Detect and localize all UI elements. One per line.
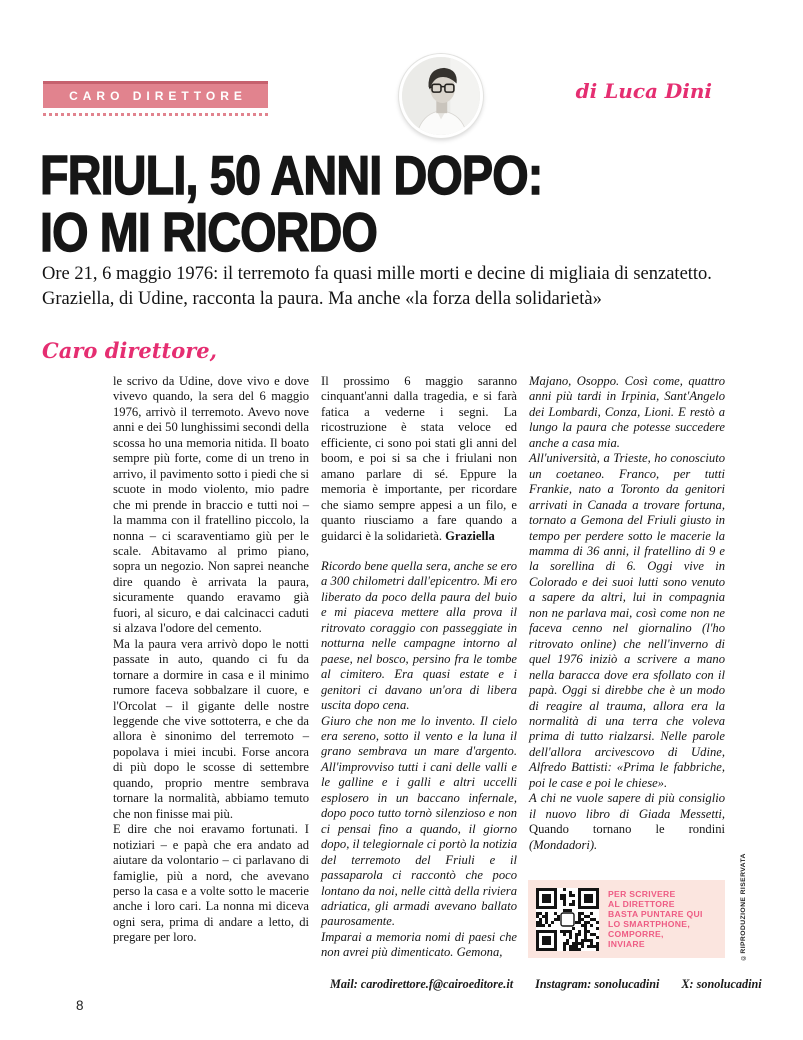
contact-footer — [330, 977, 762, 992]
text-segment: Ricordo bene quella sera, anche se ero a 300 chilometri dall'epicentro. Mi ero liberato da poco della paura del buio e mi piaceva mettere alla prova il ritrovato coraggio con passeggiate in notturna nelle campagne intorno al paese, nel bosco, persino fra le tombe al cimitero. Era quasi estate e i genitori ci davano un'ora di libera uscita dopo cena. — [321, 558, 517, 713]
copyright-notice: ©RIPRODUZIONE RISERVATA — [740, 853, 747, 961]
paragraph — [321, 714, 517, 930]
paragraph — [529, 791, 725, 853]
text-segment: All'università, a Trieste, ho conosciuto un coetaneo. Franco, per tutti Frankie, nato a Toronto da genitori arrivati in Canada a trovare fortuna, tornato a Gemona del Friuli giusto in tempo per perdere sotto le macerie la mamma di 36 anni, il fratellino di 9 e la sorellina di 6. Oggi vive in Colorado e dei suoi lutti sono venuto a sapere da altri, lui in compagnia non ne parlava mai, così come non ne faceva cenno nel giornalino (l'ho ritrovato online) che nell'inverno di quel 1976 iniziò a scrivere a mano nella baracca dove era sfollato con il papà. Oggi si direbbe che è un modo di reagire al trauma, allora era la normalità di una terra che voleva prima di tutto rialzarsi. Nelle parole dell'allora arcivescovo di Udine, Alfredo Battisti: «Prima le fabbriche, poi le case e poi le chiese». — [529, 451, 725, 790]
article-columns — [42, 374, 726, 961]
text-segment: A chi ne vuole sapere di più consiglio il nuovo libro di Giada Messetti, — [529, 791, 725, 821]
footer-x[interactable]: X: sonolucadini — [681, 977, 762, 991]
qr-instruction-line: AL DIRETTORE — [608, 899, 675, 909]
page-number: 8 — [76, 998, 84, 1013]
text-segment: Il prossimo 6 maggio saranno cinquant'anni dalla tragedia, e si farà fatica a vederne i segni. La ricostruzione è stata veloce ed efficiente, ci sono poi stati gli anni del boom, e poi si sa che i friulani non amano parlare di sé. Eppure la memoria è importante, per ricordare che siamo sempre appesi a un filo, e quanto riusciamo a fare quando a guidarci è la solidarietà. — [321, 374, 517, 543]
text-segment: Majano, Osoppo. Così come, quattro anni più tardi in Irpinia, Sant'Angelo dei Lombardi, Conza, Lioni. E restò a lungo la paura che potesse succedere anche a casa mia. — [529, 374, 725, 450]
section-badge — [43, 81, 268, 108]
qr-instruction-line: INVIARE — [608, 939, 645, 949]
byline: di Luca Dini — [575, 79, 712, 103]
footer-mail[interactable]: Mail: carodirettore.f@cairoeditore.it — [330, 977, 514, 991]
standfirst: Ore 21, 6 maggio 1976: il terremoto fa quasi mille morti e decine di migliaia di senzatetto. Graziella, di Udine, racconta la paura. Ma anche «la forza della solidarietà» — [42, 264, 712, 309]
paragraph — [113, 637, 309, 822]
author-photo-illustration — [402, 57, 480, 135]
page-title-line2: IO MI RICORDO — [40, 201, 377, 263]
footer-instagram[interactable]: Instagram: sonolucadini — [535, 977, 660, 991]
paragraph — [321, 374, 517, 544]
text-segment: Quando tornano le rondini — [529, 822, 725, 837]
text-segment: Imparai a memoria nomi di paesi che non avrei più dimenticato. Gemona, — [321, 929, 517, 960]
qr-panel-wrapper — [528, 880, 725, 958]
article-column-1 — [113, 374, 309, 946]
text-segment: Ma la paura vera arrivò dopo le notti passate in auto, quando ci fu da tornare a dormire in casa e il minimo rumore faceva sobbalzare il cuore, e l'Orcolat – il gigante delle nostre leggende che vive sottoterra, e che da allora è sinonimo del terremoto – popolava i miei incubi. Forse ancora di più dopo le scosse di settembre quando, proprio mentre sembrava tornare la normalità, abbiamo temuto che non finisse mai più. — [113, 636, 309, 821]
qr-instruction-line: COMPORRE, — [608, 929, 664, 939]
paragraph — [529, 451, 725, 791]
text-segment: Giuro che non me lo invento. Il cielo era sereno, sotto il vento e la luna il grano sembrava un mare d'argento. All'improvviso tutti i cani delle valli e le galline e i galli e altri uccelli esplosero in un baccano infernale, dopo poco tutto tornò silenzioso e non ci pensai fino a quando, il giorno dopo, il telegiornale ci portò la notizia del terremoto del Friuli e il passaparola ci raccontò che poco lontano da noi, nelle città della riviera adriatica, gli armadi avevano ballato paurosamente. — [321, 713, 517, 929]
paragraph — [321, 930, 517, 961]
section-badge-label: CARO DIRETTORE — [69, 89, 247, 103]
paragraph — [113, 374, 309, 637]
text-segment: Graziella — [445, 528, 495, 543]
text-segment: E dire che noi eravamo fortunati. I notiziari – e papà che era andato ad aiutare da volontario – ci parlavano di famiglie, più a nord, che avevano perso la casa e a volte sotto le macerie anche i loro cari. La nonna mi diceva ogni sera, prima di andare a letto, di pregare per loro. — [113, 822, 309, 945]
paragraph — [321, 559, 517, 714]
qr-instruction-line: PER SCRIVERE — [608, 889, 676, 899]
paragraph — [529, 374, 725, 451]
text-segment: le scrivo da Udine, dove vivo e dove vivevo quando, la sera del 6 maggio 1976, arrivò il terremoto. Avevo nove anni e dei 50 lunghissimi secondi della scossa ho una memoria nitida. Il boato sempre più forte, come di un treno in arrivo, il pavimento sotto i piedi che si scuote in modo violento, mio padre che mi prende in braccio e tutti noi – la mamma con il fratellino piccolo, la nonna – ci scaraventiamo giù per le scale. Abitavamo al primo piano, sopra un negozio. Non saprei neanche dire quando è arrivata la paura, sicuramente quando eravamo già fuori, al sicuro, e dai calcinacci caduti si alzava l'odore del cemento. — [113, 374, 309, 636]
paragraph — [113, 822, 309, 946]
qr-instructions — [608, 889, 703, 949]
qr-instruction-line: LO SMARTPHONE, — [608, 919, 691, 929]
qr-code[interactable] — [536, 888, 599, 951]
qr-panel — [528, 880, 725, 958]
qr-instruction-line: BASTA PUNTARE QUI — [608, 909, 703, 919]
article-column-3 — [529, 374, 725, 853]
text-segment: (Mondadori). — [529, 837, 598, 852]
salutation: Caro direttore, — [42, 338, 217, 363]
dotted-rule — [43, 113, 268, 116]
page-title-line1: FRIULI, 50 ANNI DOPO: — [40, 144, 543, 206]
article-column-2 — [321, 374, 517, 961]
author-photo — [399, 54, 483, 138]
